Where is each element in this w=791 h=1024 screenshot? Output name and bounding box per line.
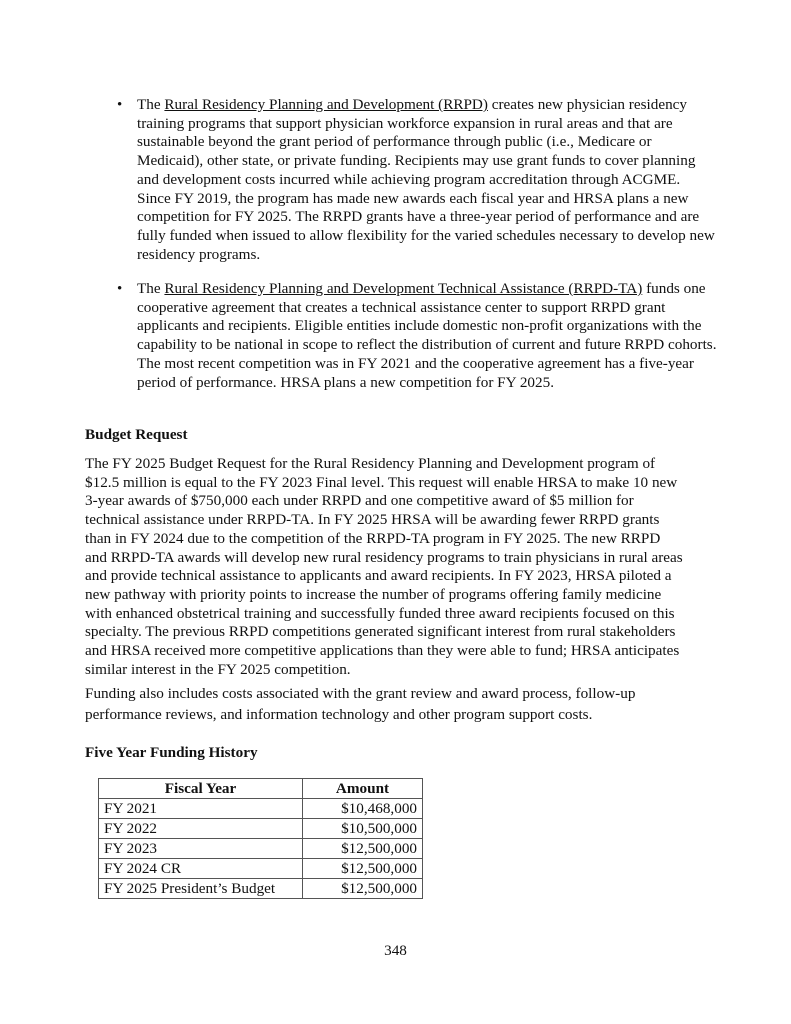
fiscal-year-cell: FY 2024 CR (99, 859, 303, 879)
bullet-icon: • (117, 97, 123, 113)
funding-history-heading: Five Year Funding History (85, 744, 258, 761)
column-header-amount: Amount (303, 779, 423, 799)
table-row (99, 879, 423, 899)
amount-cell: $12,500,000 (303, 879, 423, 899)
bullet-item-rrpd (85, 96, 715, 264)
fiscal-year-cell: FY 2021 (99, 799, 303, 819)
column-header-fiscal-year: Fiscal Year (99, 779, 303, 799)
fiscal-year-cell: FY 2023 (99, 839, 303, 859)
amount-cell: $10,500,000 (303, 819, 423, 839)
bullet-text: The Rural Residency Planning and Development Technical Assistance (RRPD-TA) funds one cooperative agreement that creates a technical assistance center to support RRPD grant applicants and recipients. Eligible entities include domestic non-profit organizations with the capability to be national in scope to reflect the distribution of current and future RRPD cohorts. The most recent competition was in FY 2021 and the cooperative agreement has a five-year period of performance. HRSA plans a new competition for FY 2025. (137, 280, 717, 391)
amount-cell: $12,500,000 (303, 859, 423, 879)
rrpd-link[interactable]: Rural Residency Planning and Development (RRPD) (164, 96, 488, 113)
table-row (99, 839, 423, 859)
bullet-text: The Rural Residency Planning and Development (RRPD) creates new physician residency training programs that support physician workforce expansion in rural areas and that are sustainable beyond the grant period of performance through public (i.e., Medicare or Medicaid), other state, or private funding. Recipients may use grant funds to cover planning and development costs incurred while achieving program accreditation through ACGME. Since FY 2019, the program has made new awards each fiscal year and HRSA plans a new competition for FY 2025. The RRPD grants have a three-year period of performance and are fully funded when issued to allow flexibility for the varied schedules necessary to develop new residency programs. (137, 96, 715, 263)
bullet-icon: • (117, 281, 123, 297)
amount-cell: $10,468,000 (303, 799, 423, 819)
table-header-row (99, 779, 423, 799)
funding-costs-paragraph: Funding also includes costs associated with the grant review and award process, follow-up performance reviews, and information technology and other program support costs. (85, 685, 636, 723)
page-number: 348 (384, 942, 407, 959)
table-row (99, 799, 423, 819)
table-row (99, 819, 423, 839)
bullet-item-rrpd-ta (85, 280, 715, 392)
rrpd-ta-link[interactable]: Rural Residency Planning and Development Technical Assistance (RRPD-TA) (164, 280, 643, 297)
fiscal-year-cell: FY 2022 (99, 819, 303, 839)
budget-request-paragraph: The FY 2025 Budget Request for the Rural Residency Planning and Development program of $12.5 million is equal to the FY 2023 Final level. This request will enable HRSA to make 10 new 3-year awards of $750,000 each under RRPD and one competitive award of $5 million for technical assistance under RRPD-TA. In FY 2025 HRSA will be awarding fewer RRPD grants than in FY 2024 due to the competition of the RRPD-TA program in FY 2025. The new RRPD and RRPD-TA awards will develop new rural residency programs to train physicians in rural areas and provide technical assistance to applicants and award recipients. In FY 2023, HRSA piloted a new pathway with priority points to increase the number of programs offering family medicine with enhanced obstetrical training and successfully funded three award recipients focused on this specialty. The previous RRPD competitions generated significant interest from rural stakeholders and HRSA received more competitive applications than they were able to fund; HRSA anticipates similar interest in the FY 2025 competition. (85, 455, 683, 678)
funding-history-table (98, 778, 423, 899)
budget-request-heading: Budget Request (85, 426, 188, 443)
table-row (99, 859, 423, 879)
amount-cell: $12,500,000 (303, 839, 423, 859)
fiscal-year-cell: FY 2025 President’s Budget (99, 879, 303, 899)
